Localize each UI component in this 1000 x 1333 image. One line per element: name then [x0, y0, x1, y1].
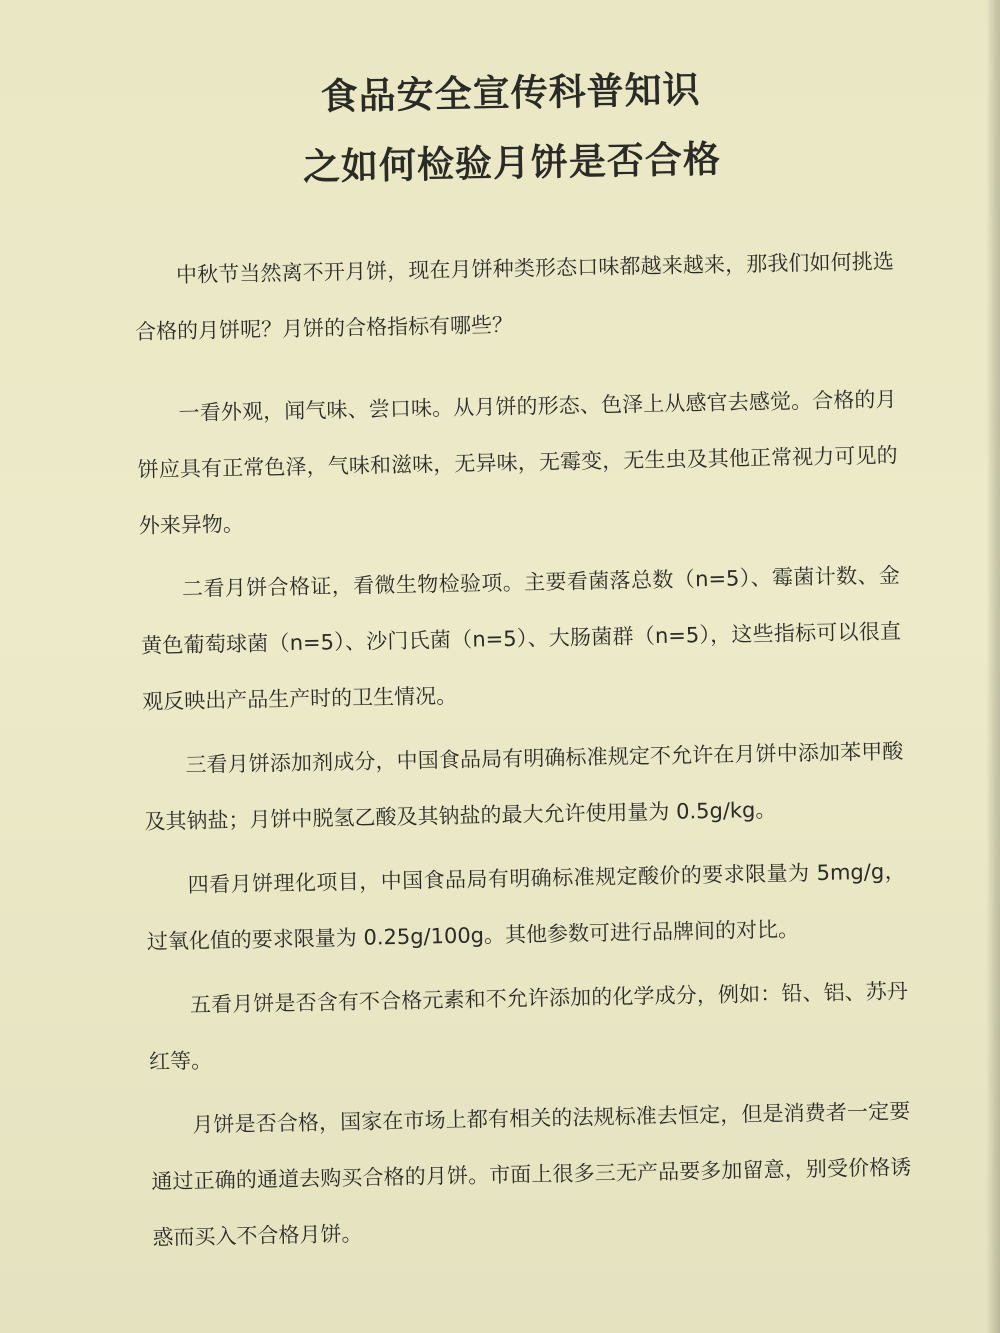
title-line-1: 食品安全宣传科普知识	[320, 68, 701, 119]
paragraph-forbidden-elements: 五看月饼是否含有不合格元素和不允许添加的化学成分，例如：铅、铝、苏丹红等。	[148, 979, 909, 1074]
intro-paragraph: 中秋节当然离不开月饼，现在月饼种类形态口味都越来越来，那我们如何挑选合格的月饼呢？月饼的合格指标有哪些？	[134, 249, 895, 344]
paragraph-appearance: 一看外观，闻气味、尝口味。从月饼的形态、色泽上从感官去感觉。合格的月饼应具有正常色泽，气味和滋味，无异味，无霉变，无生虫及其他正常视力可见的外来异物。	[137, 387, 898, 538]
paragraph-microbial: 二看月饼合格证，看微生物检验项。主要看菌落总数（n=5）、霉菌计数、金黄色葡萄球菌（n=5）、沙门氏菌（n=5）、大肠菌群（n=5），这些指标可以很直观反映出产品生产时的卫生情况。	[140, 563, 902, 714]
title-line-2: 之如何检验月饼是否合格	[302, 137, 722, 189]
paragraph-conclusion: 月饼是否合格，国家在市场上都有相关的法规标准去恒定，但是消费者一定要通过正确的通道去购买合格的月饼。市面上很多三无产品要多加留意，别受价格诱惑而买入不合格月饼。	[151, 1099, 912, 1250]
document-body	[130, 51, 913, 1273]
paragraph-additives: 三看月饼添加剂成分，中国食品局有明确标准规定不允许在月饼中添加苯甲酸及其钠盐；月饼中脱氢乙酸及其钠盐的最大允许使用量为 0.5g/kg。	[144, 739, 904, 834]
paragraph-physicochemical: 四看月饼理化项目，中国食品局有明确标准规定酸价的要求限量为 5mg/g，过氧化值的要求限量为 0.25g/100g。其他参数可进行品牌间的对比。	[146, 859, 906, 954]
document-title	[130, 51, 893, 206]
paper-edge-shadow	[986, 0, 1000, 1333]
